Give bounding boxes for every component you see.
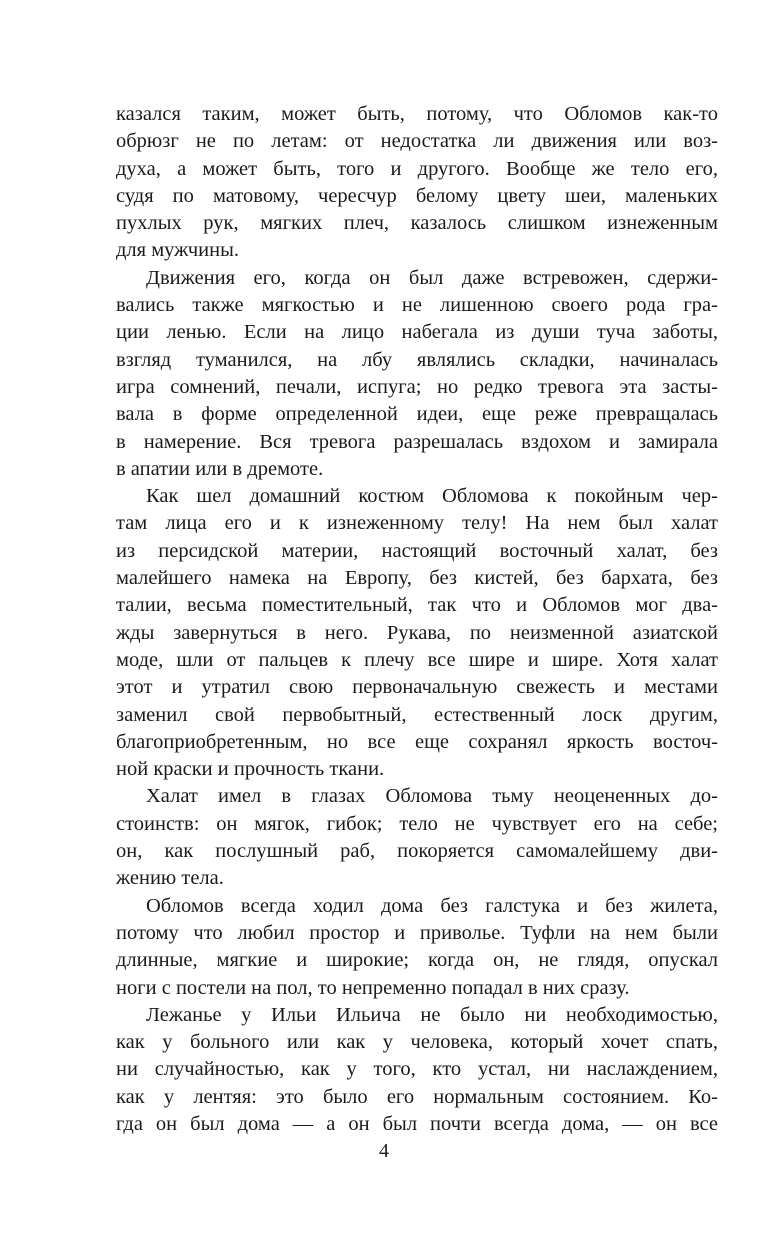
text-line: как у больного или как у человека, который хочет спать, — [116, 1031, 718, 1054]
body-text — [116, 101, 718, 1138]
text-line: жению тела. — [116, 867, 224, 890]
text-line: взгляд туманился, на лбу являлись складки, начиналась — [116, 348, 718, 371]
text-line: духа, а может быть, того и другого. Вообще же тело его, — [116, 157, 718, 180]
paragraph — [116, 893, 718, 1002]
paragraph — [116, 1002, 718, 1138]
text-line: в намерение. Вся тревога разрешалась вздохом и замирала — [116, 430, 718, 453]
text-line: как у лентяя: это было его нормальным состоянием. Ко- — [116, 1085, 718, 1108]
text-line: в апатии или в дремоте. — [116, 457, 324, 480]
text-line: моде, шли от пальцев к плечу все шире и шире. Хотя халат — [116, 648, 718, 671]
text-line: Как шел домашний костюм Обломова к покойным чер- — [146, 485, 718, 508]
text-line: гда он был дома — а он был почти всегда дома, — он все — [116, 1112, 718, 1135]
text-line: ноги с постели на пол, то непременно попадал в них сразу. — [116, 976, 630, 999]
text-line: там лица его и к изнеженному телу! На нем был халат — [116, 512, 718, 535]
text-line: пухлых рук, мягких плеч, казалось слишком изнеженным — [116, 212, 718, 235]
text-line: длинные, мягкие и широкие; когда он, не глядя, опускал — [116, 949, 718, 972]
text-line: ной краски и прочность ткани. — [116, 758, 385, 781]
text-line: судя по матовому, чересчур белому цвету шеи, маленьких — [116, 184, 718, 207]
page-number: 4 — [379, 1140, 389, 1162]
text-line: малейшего намека на Европу, без кистей, без бархата, без — [116, 567, 718, 590]
text-line: ни случайностью, как у того, кто устал, ни наслаждением, — [116, 1058, 718, 1081]
text-line: жды завернуться в него. Рукава, по неизменной азиатской — [116, 621, 718, 644]
text-line: заменил свой первобытный, естественный лоск другим, — [116, 703, 718, 726]
text-line: Обломов всегда ходил дома без галстука и без жилета, — [146, 894, 718, 917]
text-line: талии, весьма поместительный, так что и Обломов мог два- — [116, 594, 718, 617]
text-line: этот и утратил свою первоначальную свежесть и местами — [116, 676, 718, 699]
text-line: обрюзг не по летам: от недостатка ли движения или воз- — [116, 130, 718, 153]
text-line: стоинств: он мягок, гибок; тело не чувствует его на себе; — [116, 812, 718, 835]
text-line: из персидской материи, настоящий восточный халат, без — [116, 539, 718, 562]
text-line: игра сомнений, печали, испуга; но редко тревога эта засты- — [116, 375, 718, 398]
paragraph — [116, 783, 718, 892]
text-line: вались также мягкостью и не лишенною своего рода гра- — [116, 294, 718, 317]
text-line: вала в форме определенной идеи, еще реже превращалась — [116, 403, 718, 426]
text-line: Лежанье у Ильи Ильича не было ни необходимостью, — [146, 1003, 718, 1026]
paragraph — [116, 101, 718, 265]
text-line: для мужчины. — [116, 239, 239, 262]
paragraph — [116, 483, 718, 783]
text-line: Движения его, когда он был даже встревожен, сдержи- — [146, 266, 718, 289]
text-line: Халат имел в глазах Обломова тьму неоцененных до- — [146, 785, 718, 808]
text-line: ции ленью. Если на лицо набегала из души туча заботы, — [116, 321, 718, 344]
text-line: потому что любил простор и приволье. Туфли на нем были — [116, 921, 718, 944]
text-line: казался таким, может быть, потому, что Обломов как-то — [116, 103, 718, 125]
paragraph — [116, 265, 718, 483]
text-line: благоприобретенным, но все еще сохранял яркость восточ- — [116, 730, 718, 753]
text-line: он, как послушный раб, покоряется самомалейшему дви- — [116, 840, 718, 863]
